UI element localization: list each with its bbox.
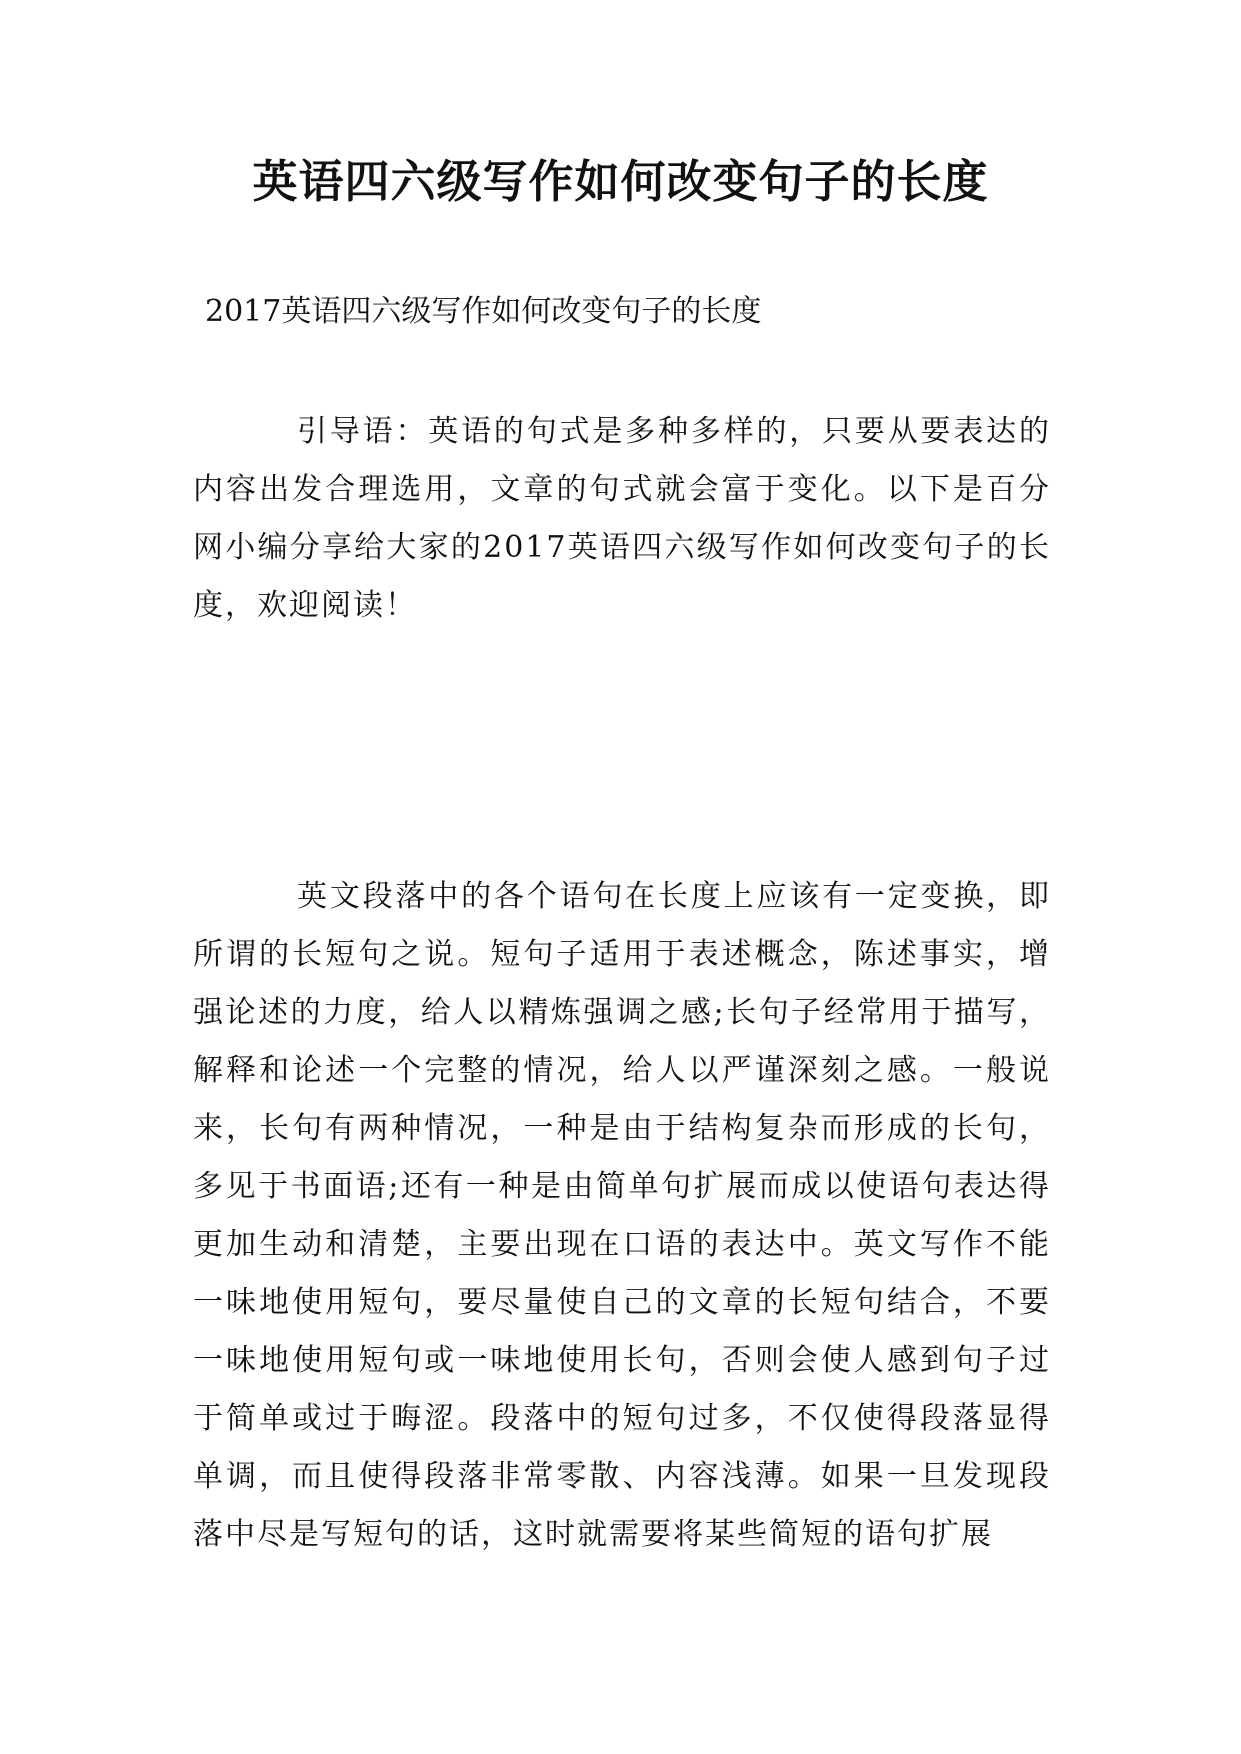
document-title: 英语四六级写作如何改变句子的长度	[252, 155, 989, 208]
intro-paragraph: 引导语：英语的句式是多种多样的，只要从要表达的内容出发合理选用，文章的句式就会富于变化。以下是百分网小编分享给大家的2017英语四六级写作如何改变句子的长度，欢迎阅读！	[193, 414, 1051, 623]
body-paragraph: 英文段落中的各个语句在长度上应该有一定变换，即所谓的长短句之说。短句子适用于表述概念，陈述事实，增强论述的力度，给人以精炼强调之感;长句子经常用于描写，解释和论述一个完整的情况，给人以严谨深刻之感。一般说来，长句有两种情况，一种是由于结构复杂而形成的长句，多见于书面语;还有一种是由简单句扩展而成以使语句表达得更加生动和清楚，主要出现在口语的表达中。英文写作不能一味地使用短句，要尽量使自己的文章的长短句结合，不要一味地使用短句或一味地使用长句，否则会使人感到句子过于简单或过于晦涩。段落中的短句过多，不仅使得段落显得单调，而且使得段落非常零散、内容浅薄。如果一旦发现段落中尽是写短句的话，这时就需要将某些简短的语句扩展	[193, 879, 1051, 1552]
document-subtitle: 2017英语四六级写作如何改变句子的长度	[205, 294, 762, 329]
